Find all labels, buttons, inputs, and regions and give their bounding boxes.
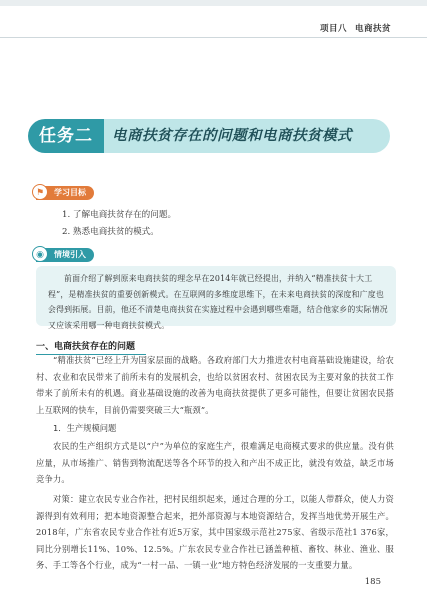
section-heading-text: 一、电商扶贫存在的问题 xyxy=(36,342,136,352)
subsection-heading: 1．生产规模问题 xyxy=(53,423,117,433)
goal-item: 2. 熟悉电商扶贫的模式。 xyxy=(62,227,159,237)
header-section: 电商扶贫 xyxy=(354,24,391,34)
running-header xyxy=(320,22,391,34)
scenario-intro-tag xyxy=(36,248,94,262)
section-heading xyxy=(36,339,135,352)
learning-goals-tag xyxy=(36,186,94,200)
header-project: 项目八 xyxy=(319,24,347,34)
body-paragraph: “精准扶贫”已经上升为国家层面的战略。各政府部门大力推进农村电商基础设施建设，给农村、农业和农民带来了前所未有的发展机会，也给以贫困农村、贫困农民为主要对象的扶贫工作带来了前所未有的机遇。商业基础设施的改善为电商扶贫提供了更多可能性，但要让贫困农民搭上互联网的快车，目前仍需要突破三大“瓶颈”。 xyxy=(36,355,394,415)
camera-icon: ◉ xyxy=(32,246,48,262)
flag-icon: ⚑ xyxy=(32,184,48,200)
task-banner xyxy=(28,117,390,155)
page-number: 185 xyxy=(364,577,381,587)
header-strip xyxy=(0,0,427,6)
learning-goals-list xyxy=(62,207,176,241)
scenario-intro-text: 前面介绍了解到原来电商扶贫的理念早在2014年就已经提出，并纳入“精准扶贫十大工程”，是精准扶贫的重要创新模式。在互联网的多维度思维下，在未来电商扶贫的深度和广度也会得到拓展。目前，他还不清楚电商扶贫在实施过程中会遇到哪些难题，结合他家乡的实际情况又应该采用哪一种电商扶贫模式。 xyxy=(48,274,388,330)
learning-goals-label: 学习目标 xyxy=(54,188,86,197)
scenario-intro-label: 情境引入 xyxy=(54,250,86,259)
body-paragraph: 对策：建立农民专业合作社，把村民组织起来，通过合理的分工，以能人带群众，使人力资源得到有效利用；把本地资源整合起来，把外部资源与本地资源结合，发挥当地优势开展生产。2018年，广东省农民专业合作社有近5万家，其中国家级示范社275家、省级示范社1 376家，同比分别增长11%、10%、12.5%。广东农民专业合作社已涵盖种植、畜牧、林业、渔业、服务、手工等各个行业，成为“一村一品、一镇一业”地方特色经济发展的一支重要力量。 xyxy=(36,494,394,571)
task-badge: 任务二 xyxy=(28,119,104,153)
body-paragraph: 农民的生产组织方式是以“户”为单位的家庭生产，很难满足电商模式要求的供应量。没有供应量，从市场推广、销售到物流配送等各个环节的投入和产出不成正比，就没有效益，缺乏市场竞争力。 xyxy=(36,441,394,485)
goal-item: 1. 了解电商扶贫存在的问题。 xyxy=(62,210,177,220)
task-title: 电商扶贫存在的问题和电商扶贫模式 xyxy=(112,128,352,144)
header-divider xyxy=(0,37,427,38)
